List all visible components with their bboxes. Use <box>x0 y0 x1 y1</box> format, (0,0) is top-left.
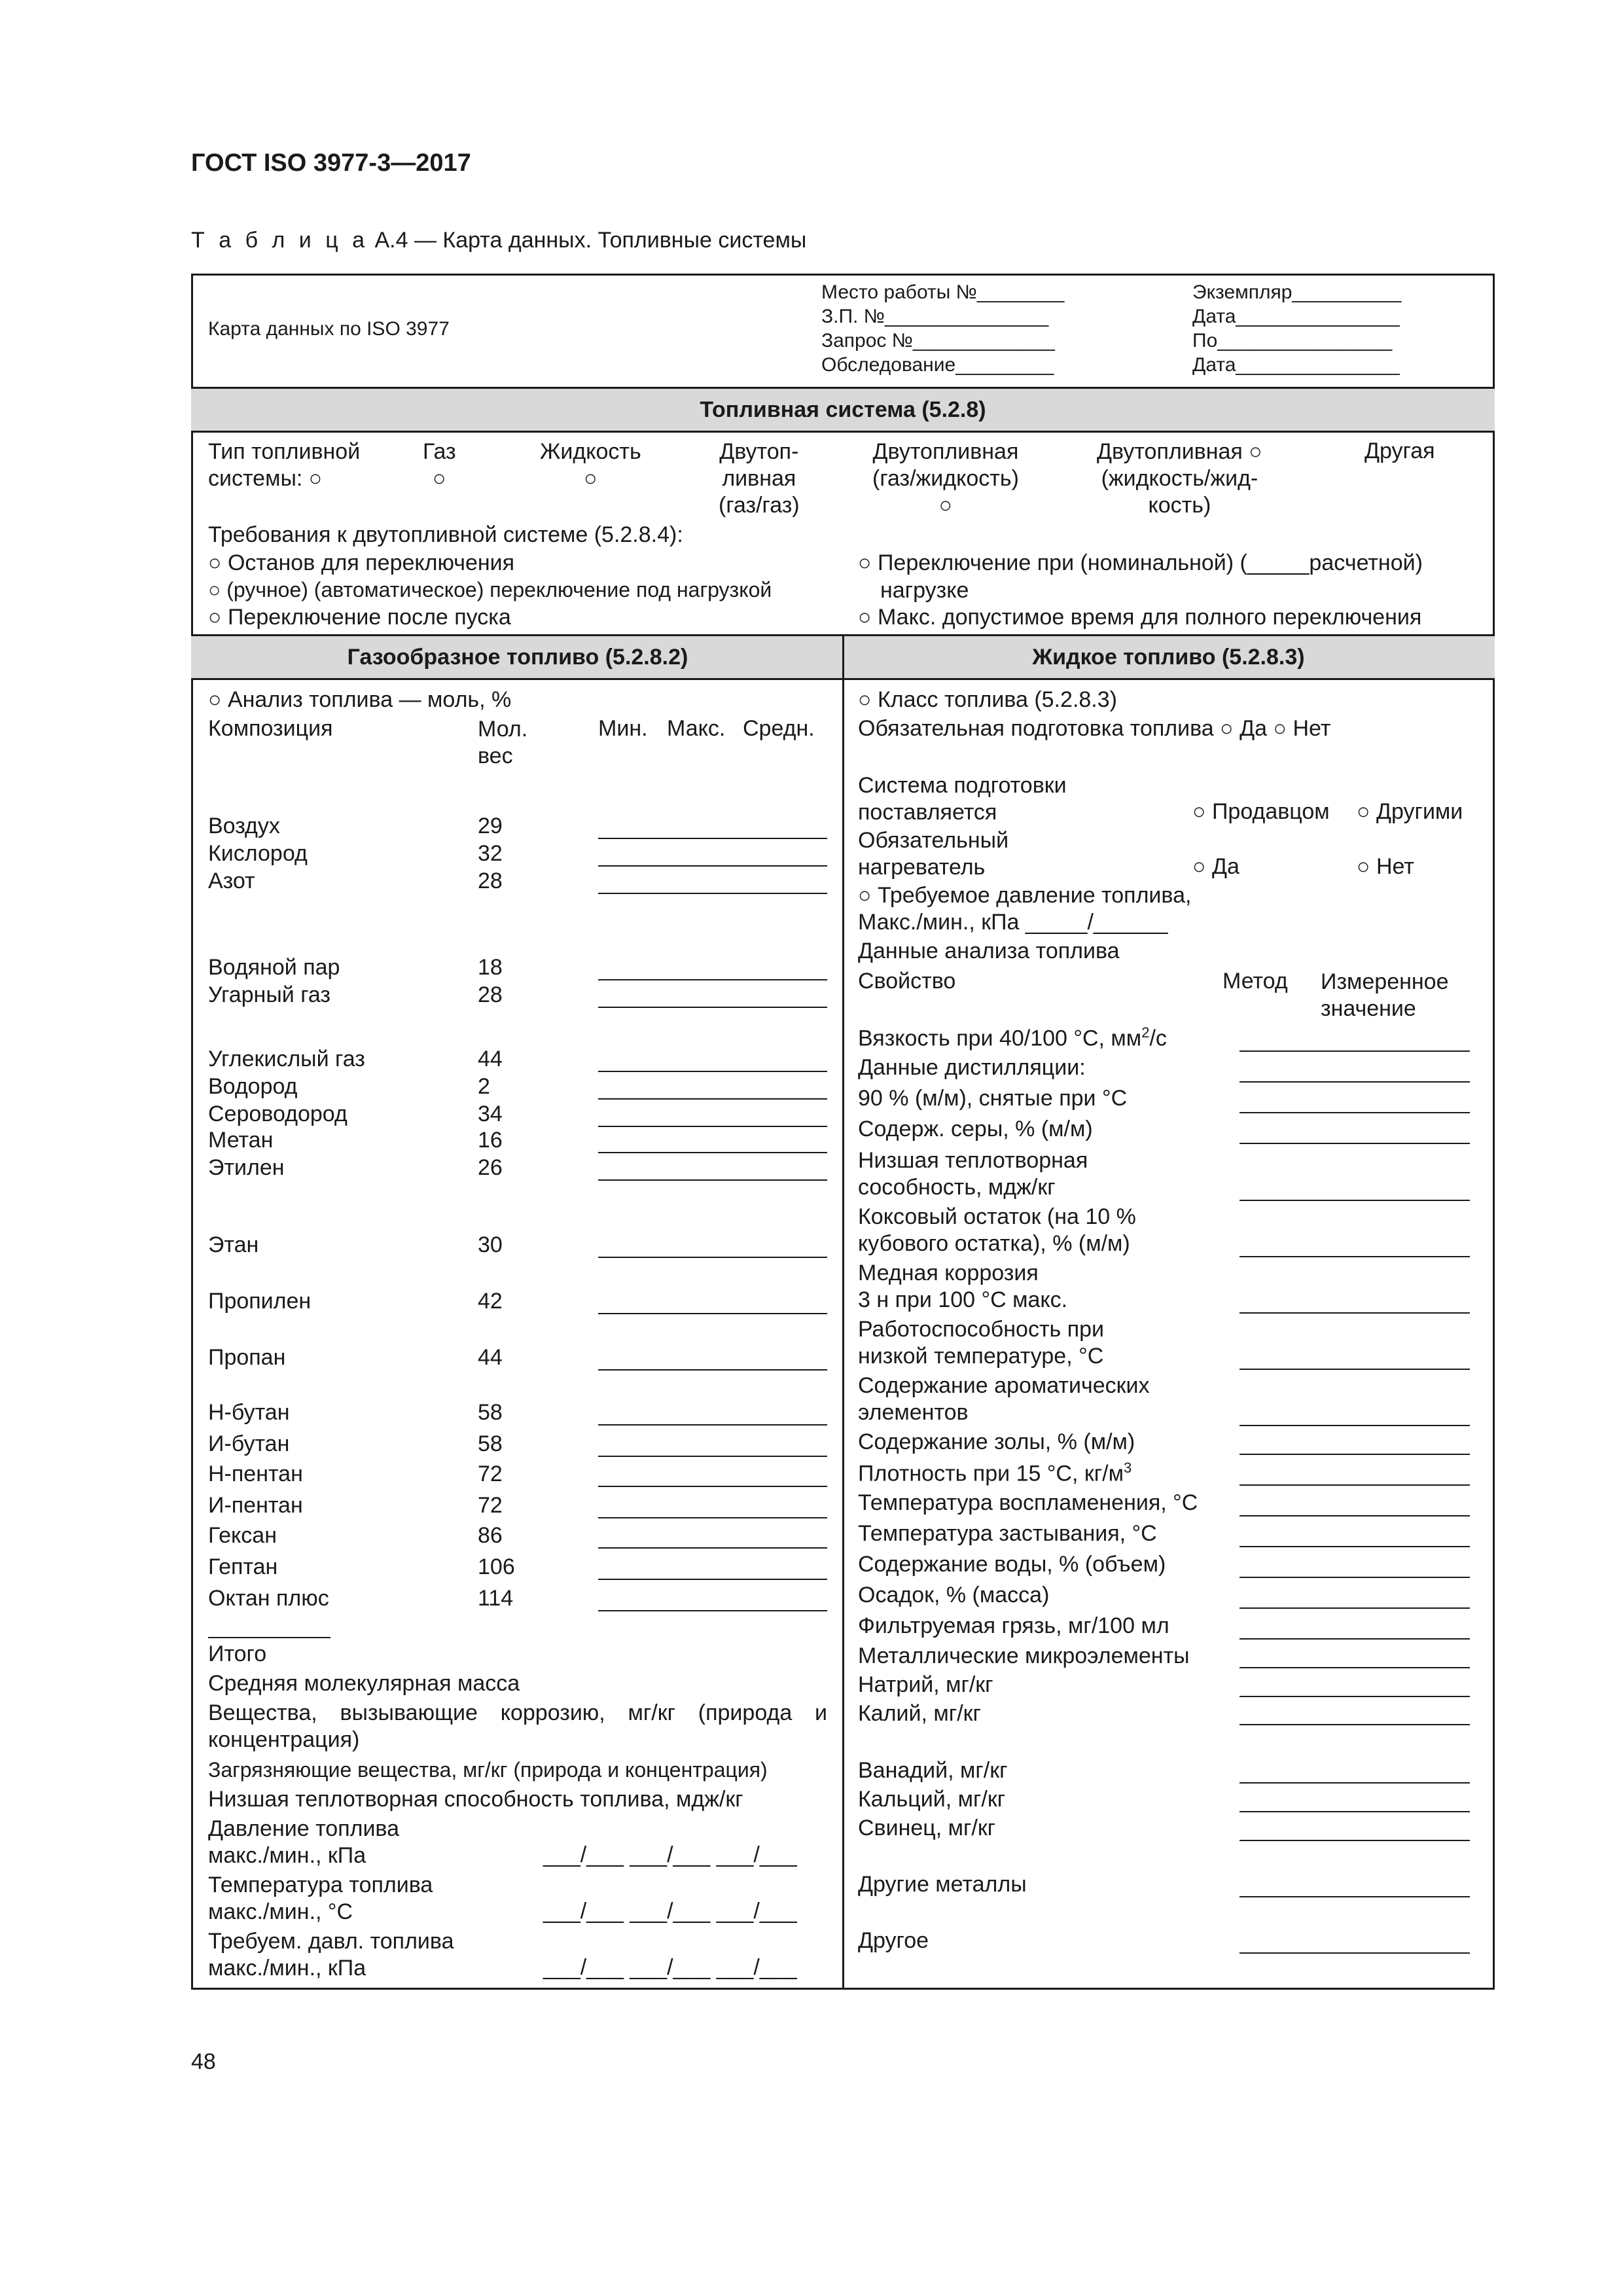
date-field-1[interactable]: Дата_______________ <box>1192 306 1400 327</box>
gas-row-value-field[interactable] <box>598 1579 827 1580</box>
option-dual-gl-line1: Двутопливная <box>872 439 1019 464</box>
gas-row-value-field[interactable] <box>598 1486 827 1487</box>
fuel-system-header: Топливная система (5.2.8) <box>191 387 1495 433</box>
prop-density-text: Плотность при 15 °С, кг/м <box>858 1461 1124 1486</box>
by-field[interactable]: По________________ <box>1192 330 1393 351</box>
prop-sediment: Осадок, % (масса) <box>858 1583 1050 1607</box>
gas-analysis-option[interactable]: ○ Анализ топлива — моль, % <box>208 687 512 712</box>
gas-row-value-field[interactable] <box>598 1179 827 1181</box>
gas-fuel-header: Газообразное топливо (5.2.8.2) <box>191 634 844 680</box>
prop-trace: Металлические микроэлементы <box>858 1643 1190 1668</box>
liquid-col-measured-line2: значение <box>1321 996 1416 1021</box>
option-dual-gas-liquid[interactable] <box>872 439 1019 519</box>
prop-90-percent: 90 % (м/м), снятые при °С <box>858 1086 1128 1111</box>
prop-lhv <box>858 1147 1088 1201</box>
prop-arom-line1: Содержание ароматических <box>858 1373 1150 1398</box>
gas-row-name: Водород <box>208 1074 298 1099</box>
liquid-value-field[interactable] <box>1240 1312 1470 1314</box>
liquid-heater-line2: нагреватель <box>858 855 986 880</box>
gas-corrosive-line2: концентрация) <box>208 1727 360 1752</box>
option-gas-label: Газ <box>423 439 456 464</box>
prop-coke-line2: кубового остатка), % (м/м) <box>858 1231 1130 1256</box>
prop-copper-line1: Медная коррозия <box>858 1261 1039 1285</box>
req-switch-at-load-2: нагрузке <box>880 578 969 603</box>
gas-row-name: Водяной пар <box>208 955 340 980</box>
gas-row-mw: 72 <box>478 1493 503 1518</box>
req-load-switch[interactable]: ○ (ручное) (автоматическое) переключение под нагрузкой <box>208 578 772 601</box>
liquid-req-pressure-line2[interactable]: Макс./мин., кПа _____/______ <box>858 910 1168 935</box>
gas-row-value-field[interactable] <box>598 865 827 867</box>
prop-sodium: Натрий, мг/кг <box>858 1672 993 1697</box>
prop-sulfur: Содерж. серы, % (м/м) <box>858 1117 1093 1141</box>
prop-copper-line2: 3 н при 100 °С макс. <box>858 1287 1068 1312</box>
gas-required-pressure <box>208 1928 454 1982</box>
liquid-value-field[interactable] <box>1240 1369 1470 1370</box>
gas-row-value-field[interactable] <box>598 1456 827 1457</box>
gas-row-mw: 44 <box>478 1345 503 1370</box>
prop-density <box>858 1460 1132 1486</box>
gas-row-name: Угарный газ <box>208 982 330 1007</box>
option-dual-gg-line1: Двутоп- <box>719 439 799 464</box>
gas-row-value-field[interactable] <box>598 1098 827 1100</box>
liquid-fuel-class[interactable]: ○ Класс топлива (5.2.8.3) <box>858 687 1117 712</box>
gas-row-value-field[interactable] <box>598 1424 827 1426</box>
prop-calcium: Кальций, мг/кг <box>858 1787 1006 1812</box>
liquid-fuel-header: Жидкое топливо (5.2.8.3) <box>842 634 1495 680</box>
gas-col-max: Макс. <box>667 716 726 741</box>
gas-lhv: Низшая теплотворная способность топлива, мдж/кг <box>208 1787 743 1812</box>
liquid-col-method: Метод <box>1222 969 1288 994</box>
gas-row-value-field[interactable] <box>598 1071 827 1072</box>
prop-distillation: Данные дистилляции: <box>858 1055 1086 1080</box>
gas-required-pressure-line2: макс./мин., кПа <box>208 1956 366 1981</box>
gas-row-mw: 42 <box>478 1289 503 1314</box>
liquid-col-measured <box>1321 969 1449 1022</box>
prop-coke <box>858 1204 1136 1257</box>
table-caption-label: Т а б л и ц а <box>191 228 369 253</box>
gas-temperature-line2: макс./мин., °С <box>208 1899 353 1924</box>
prop-viscosity-text: Вязкость при 40/100 °С, мм <box>858 1026 1142 1051</box>
prop-coke-line1: Коксовый остаток (на 10 % <box>858 1204 1136 1229</box>
prop-cold-line1: Работоспособность при <box>858 1317 1105 1342</box>
gas-pressure-line2: макс./мин., кПа <box>208 1843 366 1868</box>
prop-flash: Температура воспламенения, °С <box>858 1490 1198 1515</box>
liquid-value-field[interactable] <box>1240 1112 1470 1113</box>
option-liquid-label: Жидкость <box>540 439 641 464</box>
gas-pressure-blanks[interactable]: ___/___ ___/___ ___/___ <box>543 1842 797 1867</box>
gas-row-name: Азот <box>208 869 255 893</box>
separator-rule <box>208 1637 330 1638</box>
gas-row-value-field[interactable] <box>598 1007 827 1008</box>
gas-total: Итого <box>208 1641 267 1666</box>
liquid-value-field[interactable] <box>1240 1484 1470 1486</box>
liquid-required-pressure[interactable] <box>858 882 1191 936</box>
gas-row-name: Гептан <box>208 1554 278 1579</box>
prop-cold <box>858 1316 1104 1370</box>
prop-other: Другое <box>858 1928 929 1953</box>
document-title: ГОСТ ISO 3977-3—2017 <box>191 149 471 177</box>
gas-row-name: И-пентан <box>208 1493 303 1518</box>
prop-vanadium: Ванадий, мг/кг <box>858 1758 1008 1783</box>
gas-temperature <box>208 1872 433 1926</box>
gas-row-mw: 30 <box>478 1232 503 1257</box>
gas-col-mw <box>478 716 527 770</box>
fuel-type-label <box>208 439 360 492</box>
gas-row-name: Этилен <box>208 1155 285 1180</box>
gas-required-pressure-line1: Требуем. давл. топлива <box>208 1929 454 1954</box>
option-dual-gg-line3: (газ/газ) <box>719 493 800 518</box>
liquid-value-field[interactable] <box>1240 1638 1470 1640</box>
liquid-value-field[interactable] <box>1240 1081 1470 1083</box>
gas-row-mw: 86 <box>478 1523 503 1548</box>
req-after-start[interactable]: ○ Переключение после пуска <box>208 605 511 630</box>
table-caption <box>191 228 806 253</box>
option-gas[interactable] <box>423 439 456 492</box>
fuel-type-label-line1: Тип топливной <box>208 439 361 464</box>
dual-requirements-title: Требования к двутопливной системе (5.2.8.4): <box>208 522 683 547</box>
prop-viscosity-tail: /с <box>1149 1026 1167 1051</box>
liquid-value-field[interactable] <box>1240 1811 1470 1812</box>
req-shutdown[interactable]: ○ Останов для переключения <box>208 550 515 575</box>
gas-row-mw: 114 <box>478 1586 514 1611</box>
prop-arom-line2: элементов <box>858 1400 969 1425</box>
supply-others-option[interactable]: ○ Другими <box>1357 799 1463 824</box>
option-dual-ll-line3: кость) <box>1148 493 1211 518</box>
date-field-2[interactable]: Дата_______________ <box>1192 354 1400 376</box>
gas-row-name: Пропан <box>208 1345 286 1370</box>
liquid-value-field[interactable] <box>1240 1515 1470 1516</box>
liquid-value-field[interactable] <box>1240 1782 1470 1784</box>
liquid-value-field[interactable] <box>1240 1840 1470 1841</box>
gas-row-mw: 18 <box>478 955 503 980</box>
gas-row-mw: 28 <box>478 982 503 1007</box>
gas-row-value-field[interactable] <box>598 1517 827 1518</box>
liquid-value-field[interactable] <box>1240 1696 1470 1697</box>
liquid-value-field[interactable] <box>1240 1667 1470 1668</box>
liquid-value-field[interactable] <box>1240 1724 1470 1725</box>
liquid-supply-line2: поставляется <box>858 800 997 825</box>
gas-row-value-field[interactable] <box>598 979 827 980</box>
gas-row-value-field[interactable] <box>598 1313 827 1314</box>
liquid-req-pressure-line1: ○ Требуемое давление топлива, <box>858 883 1192 908</box>
gas-row-name: Пропилен <box>208 1289 312 1314</box>
option-other[interactable]: Другая <box>1364 439 1435 463</box>
prop-pour: Температура застывания, °С <box>858 1521 1157 1546</box>
option-gas-radio[interactable]: ○ <box>433 466 446 491</box>
gas-avg-mw: Средняя молекулярная масса <box>208 1671 520 1696</box>
gas-row-value-field[interactable] <box>598 1547 827 1549</box>
option-liquid-radio[interactable]: ○ <box>584 466 597 491</box>
gas-row-name: Сероводород <box>208 1102 348 1126</box>
gas-temperature-line1: Температура топлива <box>208 1873 433 1897</box>
liquid-value-field[interactable] <box>1240 1425 1470 1426</box>
gas-row-mw: 34 <box>478 1102 503 1126</box>
option-dual-liquid-liquid[interactable] <box>1097 439 1262 519</box>
work-order-field[interactable]: З.П. №_______________ <box>821 306 1049 327</box>
gas-row-mw: 106 <box>478 1554 515 1579</box>
gas-contaminants: Загрязняющие вещества, мг/кг (природа и концентрация) <box>208 1758 768 1782</box>
gas-row-value-field[interactable] <box>598 838 827 839</box>
gas-row-value-field[interactable] <box>598 1369 827 1371</box>
option-dual-gl-radio[interactable]: ○ <box>938 493 953 518</box>
liquid-value-field[interactable] <box>1240 1454 1470 1455</box>
gas-row-mw: 72 <box>478 1462 503 1486</box>
heater-yes-option[interactable]: ○ Да <box>1192 854 1240 879</box>
copy-field[interactable]: Экземпляр__________ <box>1192 281 1402 303</box>
gas-row-value-field[interactable] <box>598 1152 827 1153</box>
gas-row-name: И-бутан <box>208 1431 290 1456</box>
prop-aromatics <box>858 1372 1149 1426</box>
gas-row-value-field[interactable] <box>598 1610 827 1611</box>
option-dual-gas-gas[interactable] <box>719 439 800 519</box>
liquid-value-field[interactable] <box>1240 1143 1470 1144</box>
gas-row-mw: 58 <box>478 1431 503 1456</box>
liquid-col-measured-line1: Измеренное <box>1321 969 1449 994</box>
gas-row-mw: 26 <box>478 1155 503 1180</box>
gas-col-avg: Средн. <box>743 716 815 741</box>
option-dual-ll-line1: Двутопливная ○ <box>1097 439 1262 464</box>
gas-row-mw: 2 <box>478 1074 490 1099</box>
option-liquid[interactable] <box>540 439 641 492</box>
option-dual-gl-line2: (газ/жидкость) <box>872 466 1019 491</box>
prop-ash: Содержание золы, % (м/м) <box>858 1429 1135 1454</box>
liquid-value-field[interactable] <box>1240 1577 1470 1578</box>
heater-no-option[interactable]: ○ Нет <box>1357 854 1414 879</box>
gas-row-mw: 29 <box>478 814 503 838</box>
prop-lhv-line1: Низшая теплотворная <box>858 1148 1088 1173</box>
card-label: Карта данных по ISO 3977 <box>208 318 450 340</box>
gas-col-min: Мин. <box>598 716 648 741</box>
prop-lead: Свинец, мг/кг <box>858 1816 996 1840</box>
liquid-heater-line1: Обязательный <box>858 828 1009 853</box>
gas-row-value-field[interactable] <box>598 1257 827 1258</box>
prop-viscosity-sup: 2 <box>1141 1024 1150 1041</box>
gas-row-name: Н-бутан <box>208 1400 290 1425</box>
gas-row-name: Октан плюс <box>208 1586 329 1611</box>
liquid-value-field[interactable] <box>1240 1607 1470 1609</box>
liquid-treatment-supply <box>858 772 1067 826</box>
liquid-heater <box>858 827 1008 881</box>
gas-corrosive-line1: Вещества, вызывающие коррозию, мг/кг (природа и <box>208 1700 827 1725</box>
prop-water: Содержание воды, % (объем) <box>858 1552 1166 1577</box>
liquid-value-field[interactable] <box>1240 1256 1470 1257</box>
supply-vendor-option[interactable]: ○ Продавцом <box>1192 799 1330 824</box>
liquid-col-property: Свойство <box>858 969 956 994</box>
gas-row-mw: 16 <box>478 1128 503 1153</box>
gas-row-mw: 58 <box>478 1400 503 1425</box>
prop-viscosity <box>858 1024 1167 1051</box>
prop-other-metals: Другие металлы <box>858 1872 1027 1897</box>
gas-row-value-field[interactable] <box>598 893 827 894</box>
req-max-switch-time[interactable]: ○ Макс. допустимое время для полного переключения <box>858 605 1422 630</box>
gas-temperature-blanks[interactable]: ___/___ ___/___ ___/___ <box>543 1899 797 1924</box>
liquid-value-field[interactable] <box>1240 1200 1470 1201</box>
liquid-analysis-title: Данные анализа топлива <box>858 939 1120 963</box>
option-dual-gg-line2: ливная <box>722 466 796 491</box>
gas-pressure <box>208 1816 399 1869</box>
gas-row-name: Воздух <box>208 814 280 838</box>
liquid-treatment-required[interactable]: Обязательная подготовка топлива ○ Да ○ Нет <box>858 716 1331 741</box>
gas-row-mw: 28 <box>478 869 503 893</box>
req-switch-at-load[interactable]: ○ Переключение при (номинальной) (_____расчетной) <box>858 550 1423 575</box>
gas-row-name: Углекислый газ <box>208 1047 365 1071</box>
page-number: 48 <box>191 2049 216 2074</box>
gas-col-mw-line2: вес <box>478 744 513 768</box>
prop-potassium: Калий, мг/кг <box>858 1701 981 1726</box>
fuel-type-label-line2[interactable]: системы: ○ <box>208 466 323 491</box>
liquid-value-field[interactable] <box>1240 1952 1470 1954</box>
prop-density-sup: 3 <box>1123 1460 1132 1476</box>
gas-col-composition: Композиция <box>208 716 333 741</box>
gas-row-name: Гексан <box>208 1523 277 1548</box>
prop-lhv-line2: сособность, мдж/кг <box>858 1175 1056 1200</box>
gas-row-name: Кислород <box>208 841 308 866</box>
table-caption-text: А.4 — Карта данных. Топливные системы <box>374 228 807 253</box>
liquid-supply-line1: Система подготовки <box>858 773 1067 798</box>
gas-pressure-line1: Давление топлива <box>208 1816 400 1841</box>
gas-row-mw: 44 <box>478 1047 503 1071</box>
gas-row-name: Этан <box>208 1232 259 1257</box>
request-field[interactable]: Запрос №_____________ <box>821 330 1055 351</box>
gas-row-name: Н-пентан <box>208 1462 303 1486</box>
gas-row-name: Метан <box>208 1128 274 1153</box>
liquid-value-field[interactable] <box>1240 1896 1470 1897</box>
gas-row-mw: 32 <box>478 841 503 866</box>
prop-filter: Фильтруемая грязь, мг/100 мл <box>858 1613 1169 1638</box>
option-dual-ll-line2: (жидкость/жид- <box>1101 466 1258 491</box>
prop-copper <box>858 1260 1067 1314</box>
site-field[interactable]: Место работы №________ <box>821 281 1065 303</box>
prop-cold-line2: низкой температуре, °С <box>858 1344 1104 1369</box>
column-divider <box>842 634 844 1990</box>
gas-row-value-field[interactable] <box>598 1126 827 1127</box>
liquid-value-field[interactable] <box>1240 1546 1470 1547</box>
gas-col-mw-line1: Мол. <box>478 717 528 742</box>
survey-field[interactable]: Обследование_________ <box>821 354 1054 376</box>
liquid-value-field[interactable] <box>1240 1050 1470 1052</box>
gas-corrosive <box>208 1700 827 1753</box>
gas-required-pressure-blanks[interactable]: ___/___ ___/___ ___/___ <box>543 1955 797 1980</box>
